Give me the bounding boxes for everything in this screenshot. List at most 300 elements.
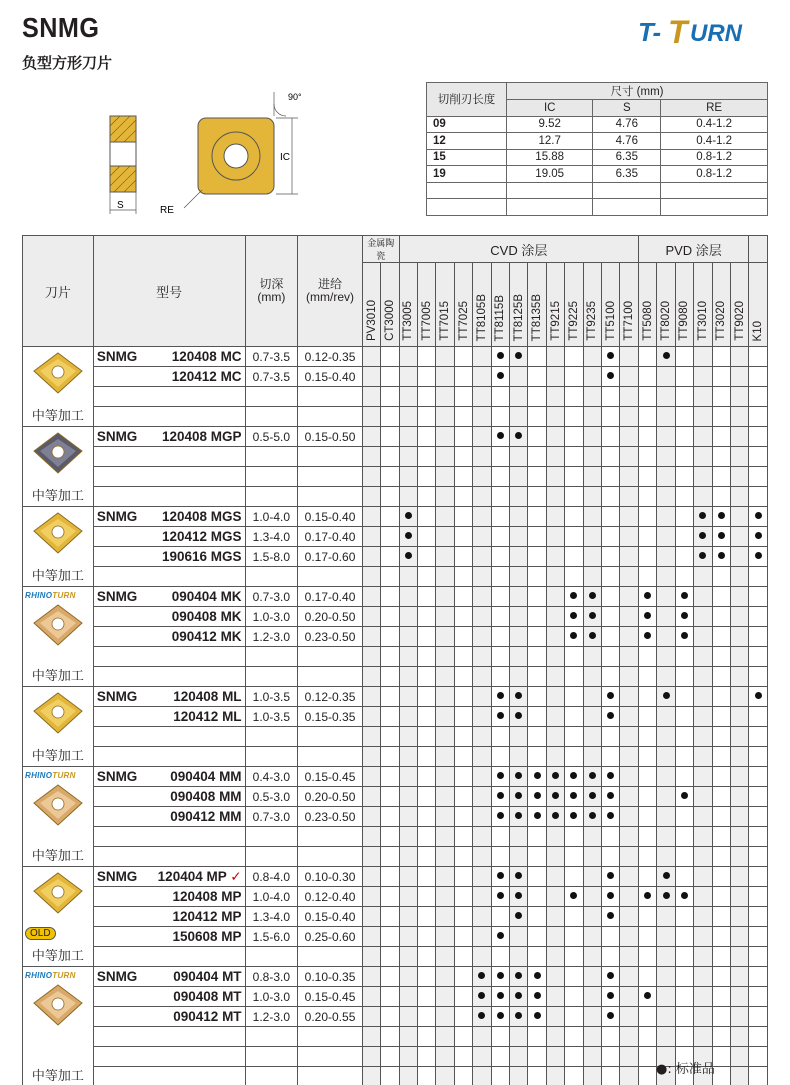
grade-cell xyxy=(565,1047,583,1067)
table-row xyxy=(23,867,768,887)
grade-cell xyxy=(657,787,675,807)
depth-cell xyxy=(245,667,298,687)
grade-cell xyxy=(565,387,583,407)
standard-dot-icon xyxy=(515,712,522,719)
grade-cell xyxy=(601,527,619,547)
grade-cell xyxy=(381,987,399,1007)
grade-cell xyxy=(399,407,417,427)
grade-cell xyxy=(418,1007,436,1027)
grade-cell xyxy=(399,887,417,907)
grade-cell xyxy=(657,647,675,667)
grade-label: TT8125B xyxy=(512,293,525,341)
insert-dimension-diagram xyxy=(100,86,330,226)
grade-cell xyxy=(712,607,730,627)
standard-dot-icon xyxy=(405,552,412,559)
standard-dot-icon xyxy=(497,1012,504,1019)
grade-cell xyxy=(491,767,509,787)
standard-dot-icon xyxy=(534,992,541,999)
grade-cell xyxy=(620,747,639,767)
grade-cell xyxy=(399,347,417,367)
grade-cell xyxy=(381,907,399,927)
size-row xyxy=(427,182,768,199)
grade-cell xyxy=(528,827,546,847)
grade-cell xyxy=(510,447,528,467)
grade-cell xyxy=(694,927,712,947)
grade-cell xyxy=(528,907,546,927)
grade-cell xyxy=(418,927,436,947)
grade-label: CT3000 xyxy=(383,300,396,341)
grade-cell xyxy=(418,1067,436,1085)
grade-cell xyxy=(454,1007,472,1027)
grade-cell xyxy=(694,567,712,587)
grade-cell xyxy=(528,887,546,907)
grade-cell xyxy=(381,707,399,727)
grade-cell xyxy=(565,747,583,767)
grade-cell xyxy=(675,827,693,847)
grade-cell xyxy=(657,687,675,707)
grade-cell xyxy=(491,367,509,387)
grade-cell xyxy=(362,507,380,527)
grade-cell xyxy=(657,347,675,367)
standard-dot-icon xyxy=(570,792,577,799)
grade-cell xyxy=(546,967,564,987)
grade-cell xyxy=(694,587,712,607)
grade-cell xyxy=(454,1027,472,1047)
grade-cell xyxy=(418,727,436,747)
grade-cell xyxy=(620,907,639,927)
grade-cell xyxy=(381,547,399,567)
grade-cell xyxy=(399,727,417,747)
standard-dot-icon xyxy=(405,512,412,519)
standard-dot-icon xyxy=(497,972,504,979)
grade-cell xyxy=(381,787,399,807)
depth-cell: 1.3-4.0 xyxy=(245,907,298,927)
grade-cell xyxy=(601,407,619,427)
grade-cell xyxy=(601,487,619,507)
standard-dot-icon xyxy=(515,992,522,999)
grade-cell xyxy=(694,667,712,687)
insert-image xyxy=(23,781,93,832)
grade-cell xyxy=(418,527,436,547)
feed-cell: 0.17-0.40 xyxy=(298,527,363,547)
grade-cell xyxy=(491,1047,509,1067)
grade-cell xyxy=(491,467,509,487)
model-code: 120412 ML xyxy=(173,709,242,724)
grade-cell xyxy=(694,607,712,627)
model-cell xyxy=(93,1047,245,1067)
grade-cell xyxy=(694,807,712,827)
model-code: 090404 MK xyxy=(171,589,242,604)
grade-cell xyxy=(381,407,399,427)
size-cell-ic: 19.05 xyxy=(507,166,593,183)
grade-cell xyxy=(546,427,564,447)
size-row xyxy=(427,166,768,183)
grade-cell xyxy=(399,387,417,407)
grade-cell xyxy=(620,547,639,567)
grade-label: TT5100 xyxy=(604,301,617,341)
grade-cell xyxy=(675,367,693,387)
grade-cell xyxy=(583,647,601,667)
standard-dot-icon xyxy=(515,812,522,819)
standard-dot-icon xyxy=(607,372,614,379)
grade-cell xyxy=(362,987,380,1007)
depth-cell: 0.7-3.5 xyxy=(245,347,298,367)
grade-cell xyxy=(528,467,546,487)
grade-cell xyxy=(381,487,399,507)
grade-cell xyxy=(546,707,564,727)
table-row xyxy=(23,627,768,647)
size-cell-ic: 15.88 xyxy=(507,149,593,166)
grade-cell xyxy=(730,1047,748,1067)
grade-cell xyxy=(381,687,399,707)
standard-dot-icon xyxy=(497,872,504,879)
grade-cell xyxy=(657,467,675,487)
feed-cell xyxy=(298,647,363,667)
grade-cell xyxy=(491,847,509,867)
feed-cell: 0.20-0.50 xyxy=(298,787,363,807)
grade-cell xyxy=(473,1027,491,1047)
model-cell xyxy=(93,427,245,447)
grade-cell xyxy=(730,347,748,367)
grade-cell xyxy=(546,947,564,967)
grade-cell xyxy=(454,447,472,467)
model-cell xyxy=(93,367,245,387)
grade-cell xyxy=(473,1007,491,1027)
grade-cell xyxy=(454,667,472,687)
standard-dot-icon xyxy=(515,772,522,779)
model-code: 090404 MT xyxy=(173,969,242,984)
side-view xyxy=(110,116,136,214)
grade-cell xyxy=(381,567,399,587)
model-code: 090408 MT xyxy=(173,989,242,1004)
grade-cell xyxy=(712,547,730,567)
grade-cell xyxy=(491,807,509,827)
grade-cell xyxy=(436,987,454,1007)
grade-cell xyxy=(730,1027,748,1047)
grade-cell xyxy=(565,807,583,827)
grade-cell xyxy=(528,427,546,447)
grade-cell xyxy=(436,367,454,387)
standard-dot-icon xyxy=(534,792,541,799)
grade-cell xyxy=(454,687,472,707)
grade-cell xyxy=(601,547,619,567)
grade-cell xyxy=(546,487,564,507)
grade-cell xyxy=(694,887,712,907)
table-row xyxy=(23,707,768,727)
grade-cell xyxy=(362,947,380,967)
grade-cell xyxy=(362,407,380,427)
grade-cell xyxy=(694,987,712,1007)
grade-cell xyxy=(583,1027,601,1047)
grade-cell xyxy=(418,467,436,487)
table-row xyxy=(23,987,768,1007)
insert-cell xyxy=(23,347,94,427)
grade-cell xyxy=(712,627,730,647)
grade-cell xyxy=(510,947,528,967)
depth-cell xyxy=(245,747,298,767)
size-table xyxy=(426,82,768,216)
grade-cell xyxy=(675,587,693,607)
grade-cell xyxy=(620,347,639,367)
feed-cell xyxy=(298,467,363,487)
grade-cell xyxy=(528,567,546,587)
feed-cell xyxy=(298,447,363,467)
feed-cell xyxy=(298,1027,363,1047)
grade-cell xyxy=(473,927,491,947)
grade-cell xyxy=(638,967,656,987)
grade-cell xyxy=(583,487,601,507)
standard-dot-icon xyxy=(478,1012,485,1019)
insert-category: 中等加工 xyxy=(31,488,84,503)
grade-cell xyxy=(620,1007,639,1027)
model-cell xyxy=(93,1007,245,1027)
grade-cell xyxy=(510,807,528,827)
grade-ct3000 xyxy=(381,263,399,347)
grade-cell xyxy=(583,367,601,387)
grade-cell xyxy=(454,607,472,627)
table-row xyxy=(23,567,768,587)
depth-cell xyxy=(245,387,298,407)
standard-dot-icon xyxy=(515,872,522,879)
grade-cell xyxy=(418,547,436,567)
grade-cell xyxy=(565,547,583,567)
grade-cell xyxy=(657,887,675,907)
grade-cell xyxy=(601,747,619,767)
grade-cell xyxy=(749,567,768,587)
grade-cell xyxy=(381,1047,399,1067)
grade-cell xyxy=(510,1007,528,1027)
model-cell xyxy=(93,587,245,607)
grade-cell xyxy=(528,347,546,367)
grade-tt7005 xyxy=(418,263,436,347)
grade-cell xyxy=(730,687,748,707)
standard-dot-icon xyxy=(497,772,504,779)
grade-cell xyxy=(638,647,656,667)
standard-dot-icon xyxy=(589,632,596,639)
grade-cell xyxy=(601,627,619,647)
grade-cell xyxy=(749,727,768,747)
grade-cell xyxy=(601,467,619,487)
grade-table xyxy=(22,235,768,1085)
grade-label: TT8135B xyxy=(531,293,544,341)
grade-cell xyxy=(620,1067,639,1085)
feed-cell xyxy=(298,1067,363,1085)
grade-cell xyxy=(730,787,748,807)
grade-cell xyxy=(546,367,564,387)
grade-cell xyxy=(362,347,380,367)
grade-cell xyxy=(601,587,619,607)
grade-label: TT7100 xyxy=(623,301,636,341)
grade-cell xyxy=(418,1047,436,1067)
grade-cell xyxy=(583,507,601,527)
grade-cell xyxy=(399,507,417,527)
grade-cell xyxy=(399,567,417,587)
model-cell xyxy=(93,907,245,927)
grade-cell xyxy=(510,827,528,847)
grade-cell xyxy=(583,407,601,427)
standard-dot-icon xyxy=(497,812,504,819)
grade-cell xyxy=(528,807,546,827)
grade-cell xyxy=(712,447,730,467)
feed-cell: 0.17-0.60 xyxy=(298,547,363,567)
size-cell-ic: 9.52 xyxy=(507,116,593,133)
grade-cell xyxy=(749,927,768,947)
standard-dot-icon xyxy=(607,352,614,359)
grade-cell xyxy=(620,507,639,527)
model-code: 120408 MP xyxy=(172,889,242,904)
grade-cell xyxy=(601,807,619,827)
grade-cell xyxy=(583,787,601,807)
grade-cell xyxy=(730,747,748,767)
grade-cell xyxy=(583,687,601,707)
grade-cell xyxy=(638,527,656,547)
grade-cell xyxy=(730,667,748,687)
grade-cell xyxy=(565,987,583,1007)
grade-cell xyxy=(675,647,693,667)
grade-cell xyxy=(638,887,656,907)
grade-cell xyxy=(510,507,528,527)
standard-dot-icon xyxy=(755,512,762,519)
grade-cell xyxy=(749,1007,768,1027)
standard-dot-icon xyxy=(589,592,596,599)
grade-cell xyxy=(565,587,583,607)
grade-cell xyxy=(565,1007,583,1027)
grade-cell xyxy=(473,547,491,567)
standard-dot-icon xyxy=(607,692,614,699)
grade-cell xyxy=(362,847,380,867)
rhinoturn-logo: RHINOTURN xyxy=(25,591,76,600)
size-row xyxy=(427,199,768,216)
grade-cell xyxy=(418,847,436,867)
insert-cell xyxy=(23,587,94,687)
model-code: 120404 MP xyxy=(157,868,227,884)
grade-cell xyxy=(712,887,730,907)
table-row xyxy=(23,367,768,387)
depth-cell: 0.4-3.0 xyxy=(245,767,298,787)
table-row xyxy=(23,687,768,707)
grade-cell xyxy=(491,547,509,567)
rhinoturn-logo: RHINOTURN xyxy=(25,771,76,780)
grade-cell xyxy=(418,887,436,907)
grade-cell xyxy=(601,867,619,887)
grade-cell xyxy=(473,667,491,687)
model-cell xyxy=(93,407,245,427)
grade-cell xyxy=(657,507,675,527)
svg-text:T: T xyxy=(668,14,688,48)
table-row xyxy=(23,427,768,447)
grade-cell xyxy=(454,807,472,827)
grade-cell xyxy=(565,447,583,467)
grade-cell xyxy=(730,727,748,747)
grade-cell xyxy=(712,507,730,527)
grade-cell xyxy=(601,387,619,407)
model-cell xyxy=(93,647,245,667)
grade-cell xyxy=(418,787,436,807)
grade-cell xyxy=(657,1007,675,1027)
grade-cell xyxy=(418,687,436,707)
grade-tt7015 xyxy=(436,263,454,347)
table-row xyxy=(23,747,768,767)
grade-cell xyxy=(620,407,639,427)
standard-dot-icon xyxy=(589,812,596,819)
depth-cell: 0.7-3.0 xyxy=(245,587,298,607)
grade-cell xyxy=(730,947,748,967)
grade-cell xyxy=(473,687,491,707)
grade-cell xyxy=(528,847,546,867)
grade-cell xyxy=(473,907,491,927)
grade-cell xyxy=(362,807,380,827)
grade-label: TT9215 xyxy=(549,301,562,341)
insert-cell xyxy=(23,967,94,1085)
grade-cell xyxy=(418,587,436,607)
grade-cell xyxy=(565,407,583,427)
grade-cell xyxy=(436,527,454,547)
grade-cell xyxy=(546,767,564,787)
grade-pv3010 xyxy=(362,263,380,347)
head-cvd: CVD 涂层 xyxy=(399,236,638,263)
grade-cell xyxy=(675,347,693,367)
grade-cell xyxy=(362,887,380,907)
grade-cell xyxy=(362,907,380,927)
grade-cell xyxy=(436,727,454,747)
grade-cell xyxy=(381,1027,399,1047)
grade-cell xyxy=(675,667,693,687)
model-code: 120412 MC xyxy=(171,369,242,384)
grade-cell xyxy=(399,927,417,947)
grade-cell xyxy=(454,467,472,487)
grade-cell xyxy=(675,467,693,487)
model-code: 090412 MK xyxy=(171,629,242,644)
depth-cell: 1.5-6.0 xyxy=(245,927,298,947)
grade-cell xyxy=(546,887,564,907)
grade-cell xyxy=(712,1007,730,1027)
standard-dot-icon xyxy=(644,612,651,619)
grade-cell xyxy=(473,627,491,647)
grade-cell xyxy=(510,467,528,487)
grade-cell xyxy=(473,507,491,527)
grade-cell xyxy=(601,947,619,967)
standard-dot-icon xyxy=(515,1012,522,1019)
grade-cell xyxy=(638,987,656,1007)
grade-tt9020 xyxy=(730,263,748,347)
grade-cell xyxy=(546,547,564,567)
grade-cell xyxy=(749,547,768,567)
grade-cell xyxy=(749,527,768,547)
grade-cell xyxy=(657,527,675,547)
grade-cell xyxy=(528,687,546,707)
grade-cell xyxy=(749,967,768,987)
grade-cell xyxy=(730,927,748,947)
grade-cell xyxy=(730,447,748,467)
grade-cell xyxy=(657,487,675,507)
insert-image xyxy=(23,869,93,920)
grade-cell xyxy=(712,1027,730,1047)
grade-cell xyxy=(510,667,528,687)
grade-cell xyxy=(399,907,417,927)
insert-category: 中等加工 xyxy=(31,1068,84,1083)
grade-cell xyxy=(749,987,768,1007)
grade-cell xyxy=(583,947,601,967)
standard-dot-icon xyxy=(755,552,762,559)
grade-cell xyxy=(491,427,509,447)
grade-cell xyxy=(381,447,399,467)
grade-cell xyxy=(510,967,528,987)
feed-cell xyxy=(298,827,363,847)
depth-cell: 1.0-3.0 xyxy=(245,987,298,1007)
size-cell-re xyxy=(661,182,768,199)
grade-cell xyxy=(601,607,619,627)
grade-cell xyxy=(510,647,528,667)
